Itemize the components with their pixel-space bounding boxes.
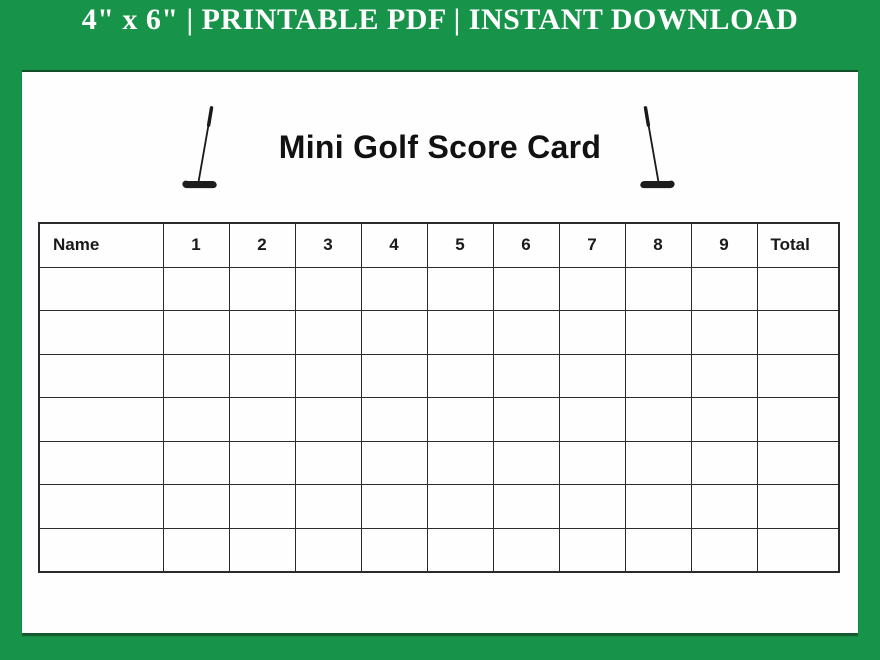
score-cell: [757, 485, 839, 529]
banner-text: 4" x 6" | PRINTABLE PDF | INSTANT DOWNLOAD: [81, 3, 799, 36]
header-hole-7: 7: [559, 223, 625, 267]
score-cell: [361, 485, 427, 529]
header-hole-8: 8: [625, 223, 691, 267]
header-hole-1: 1: [163, 223, 229, 267]
score-cell: [493, 441, 559, 485]
score-cell: [691, 528, 757, 572]
score-cell: [295, 398, 361, 442]
score-cell: [559, 267, 625, 311]
score-cell: [625, 398, 691, 442]
score-cell: [757, 441, 839, 485]
score-cell: [691, 267, 757, 311]
score-cell: [39, 528, 163, 572]
score-cell: [427, 311, 493, 355]
score-cell: [625, 441, 691, 485]
score-cell: [559, 311, 625, 355]
score-cell: [559, 485, 625, 529]
score-cell: [757, 267, 839, 311]
score-cell: [295, 528, 361, 572]
score-cell: [757, 354, 839, 398]
score-cell: [559, 528, 625, 572]
score-cell: [229, 485, 295, 529]
score-cell: [163, 311, 229, 355]
score-cell: [229, 267, 295, 311]
score-cell: [691, 311, 757, 355]
score-cell: [625, 528, 691, 572]
score-row: [39, 267, 839, 311]
score-cell: [493, 485, 559, 529]
score-cell: [39, 441, 163, 485]
page-title: Mini Golf Score Card: [278, 129, 602, 165]
score-cell: [691, 398, 757, 442]
score-cell: [559, 354, 625, 398]
score-cell: [625, 354, 691, 398]
score-cell: [757, 398, 839, 442]
score-cell: [229, 528, 295, 572]
score-cell: [691, 485, 757, 529]
score-cell: [493, 267, 559, 311]
score-cell: [229, 398, 295, 442]
score-row: [39, 398, 839, 442]
score-row: [39, 441, 839, 485]
score-cell: [229, 311, 295, 355]
score-cell: [295, 485, 361, 529]
score-cell: [361, 441, 427, 485]
score-cell: [427, 485, 493, 529]
header-hole-3: 3: [295, 223, 361, 267]
score-cell: [229, 354, 295, 398]
score-cell: [361, 354, 427, 398]
header-hole-9: 9: [691, 223, 757, 267]
scorecard-preview: [22, 72, 858, 633]
score-cell: [625, 311, 691, 355]
score-cell: [163, 485, 229, 529]
score-cell: [361, 398, 427, 442]
score-cell: [691, 441, 757, 485]
header-row: [39, 223, 839, 267]
score-cell: [39, 267, 163, 311]
putter-golf-club-icon-right: [636, 105, 676, 191]
score-row: [39, 354, 839, 398]
score-cell: [427, 398, 493, 442]
score-cell: [493, 528, 559, 572]
header-total: Total: [757, 223, 839, 267]
score-row: [39, 528, 839, 572]
score-row: [39, 311, 839, 355]
score-cell: [559, 441, 625, 485]
score-cell: [39, 354, 163, 398]
score-cell: [757, 311, 839, 355]
score-cell: [229, 441, 295, 485]
score-cell: [559, 398, 625, 442]
score-cell: [493, 398, 559, 442]
header-hole-6: 6: [493, 223, 559, 267]
score-table: [38, 222, 840, 573]
score-cell: [295, 354, 361, 398]
score-cell: [39, 311, 163, 355]
score-cell: [39, 485, 163, 529]
score-row: [39, 485, 839, 529]
score-cell: [625, 485, 691, 529]
score-table-body: [39, 267, 839, 572]
score-cell: [163, 267, 229, 311]
score-cell: [493, 354, 559, 398]
score-cell: [39, 398, 163, 442]
score-cell: [295, 441, 361, 485]
score-cell: [163, 441, 229, 485]
score-cell: [295, 311, 361, 355]
score-cell: [757, 528, 839, 572]
score-cell: [163, 354, 229, 398]
header-name: Name: [39, 223, 163, 267]
score-cell: [361, 267, 427, 311]
header-hole-2: 2: [229, 223, 295, 267]
score-cell: [427, 267, 493, 311]
score-cell: [427, 528, 493, 572]
score-cell: [361, 311, 427, 355]
score-cell: [493, 311, 559, 355]
score-cell: [691, 354, 757, 398]
top-banner: [0, 0, 880, 72]
score-cell: [163, 398, 229, 442]
score-cell: [427, 441, 493, 485]
score-cell: [625, 267, 691, 311]
header-hole-5: 5: [427, 223, 493, 267]
score-cell: [361, 528, 427, 572]
score-cell: [427, 354, 493, 398]
score-cell: [163, 528, 229, 572]
score-cell: [295, 267, 361, 311]
header-hole-4: 4: [361, 223, 427, 267]
